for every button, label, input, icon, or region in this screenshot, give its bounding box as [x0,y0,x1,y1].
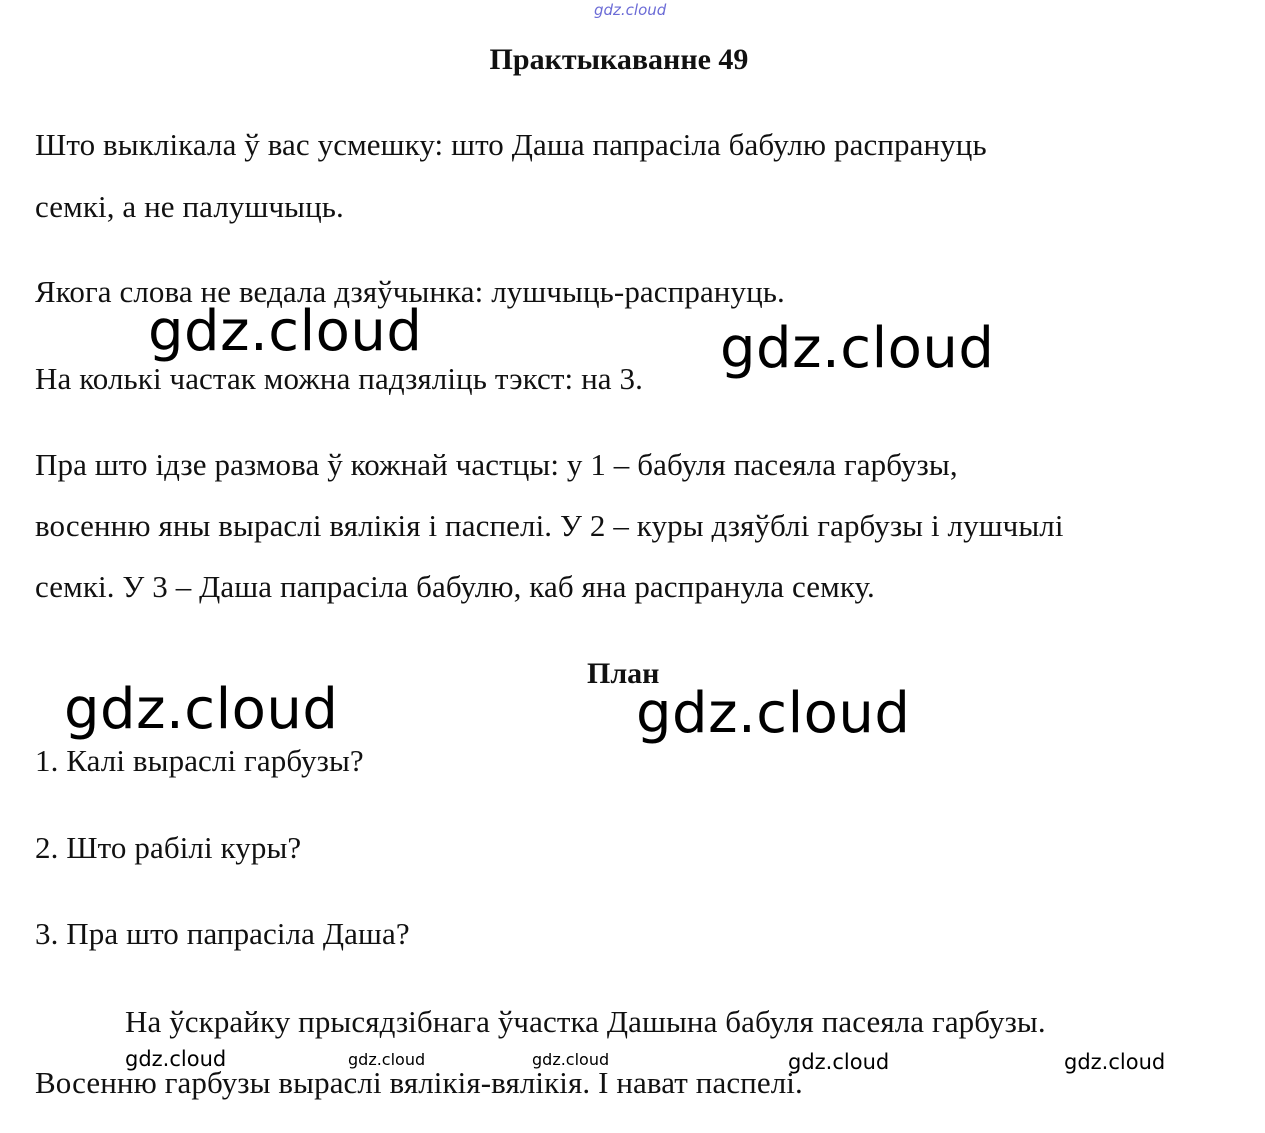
answer-line-2: семкі, а не палушчыць. [35,189,344,224]
plan-item-2: 2. Што рабілі куры? [35,830,302,865]
watermark-small-5: gdz.cloud [1064,1050,1166,1074]
plan-item-3: 3. Пра што папрасіла Даша? [35,916,410,951]
answer-line-1: Што выклікала ў вас усмешку: што Даша папрасіла бабулю распрануць [35,127,987,162]
watermark-big-1: gdz.cloud [148,299,423,364]
plan-heading: План [587,657,660,690]
answer-line-6: восенню яны выраслі вялікія і паспелі. У 2 – куры дзяўблі гарбузы і лушчылі [35,508,1064,543]
story-line-1: На ўскрайку прысядзібнага ўчастка Дашына бабуля пасеяла гарбузы. [125,1004,1046,1039]
answer-line-3: Якога слова не ведала дзяўчынка: лушчыць-распрануць. [35,274,785,309]
exercise-title: Практыкаванне 49 [489,43,749,76]
watermark-big-4: gdz.cloud [636,681,911,746]
header-watermark: gdz.cloud [594,1,667,19]
watermark-big-2: gdz.cloud [720,316,995,381]
watermark-big-3: gdz.cloud [64,677,339,742]
watermark-small-4: gdz.cloud [788,1050,890,1074]
watermark-small-2: gdz.cloud [348,1050,426,1069]
plan-item-1: 1. Калі выраслі гарбузы? [35,743,364,778]
watermark-small-1: gdz.cloud [125,1047,227,1071]
answer-line-5: Пра што ідзе размова ў кожнай частцы: у 1 – бабуля пасеяла гарбузы, [35,447,958,482]
answer-line-7: семкі. У 3 – Даша папрасіла бабулю, каб яна распранула семку. [35,569,875,604]
watermark-small-3: gdz.cloud [532,1050,610,1069]
answer-line-4: На колькі частак можна падзяліць тэкст: на 3. [35,361,643,396]
story-line-2: Восенню гарбузы выраслі вялікія-вялікія. І нават паспелі. [35,1065,803,1100]
